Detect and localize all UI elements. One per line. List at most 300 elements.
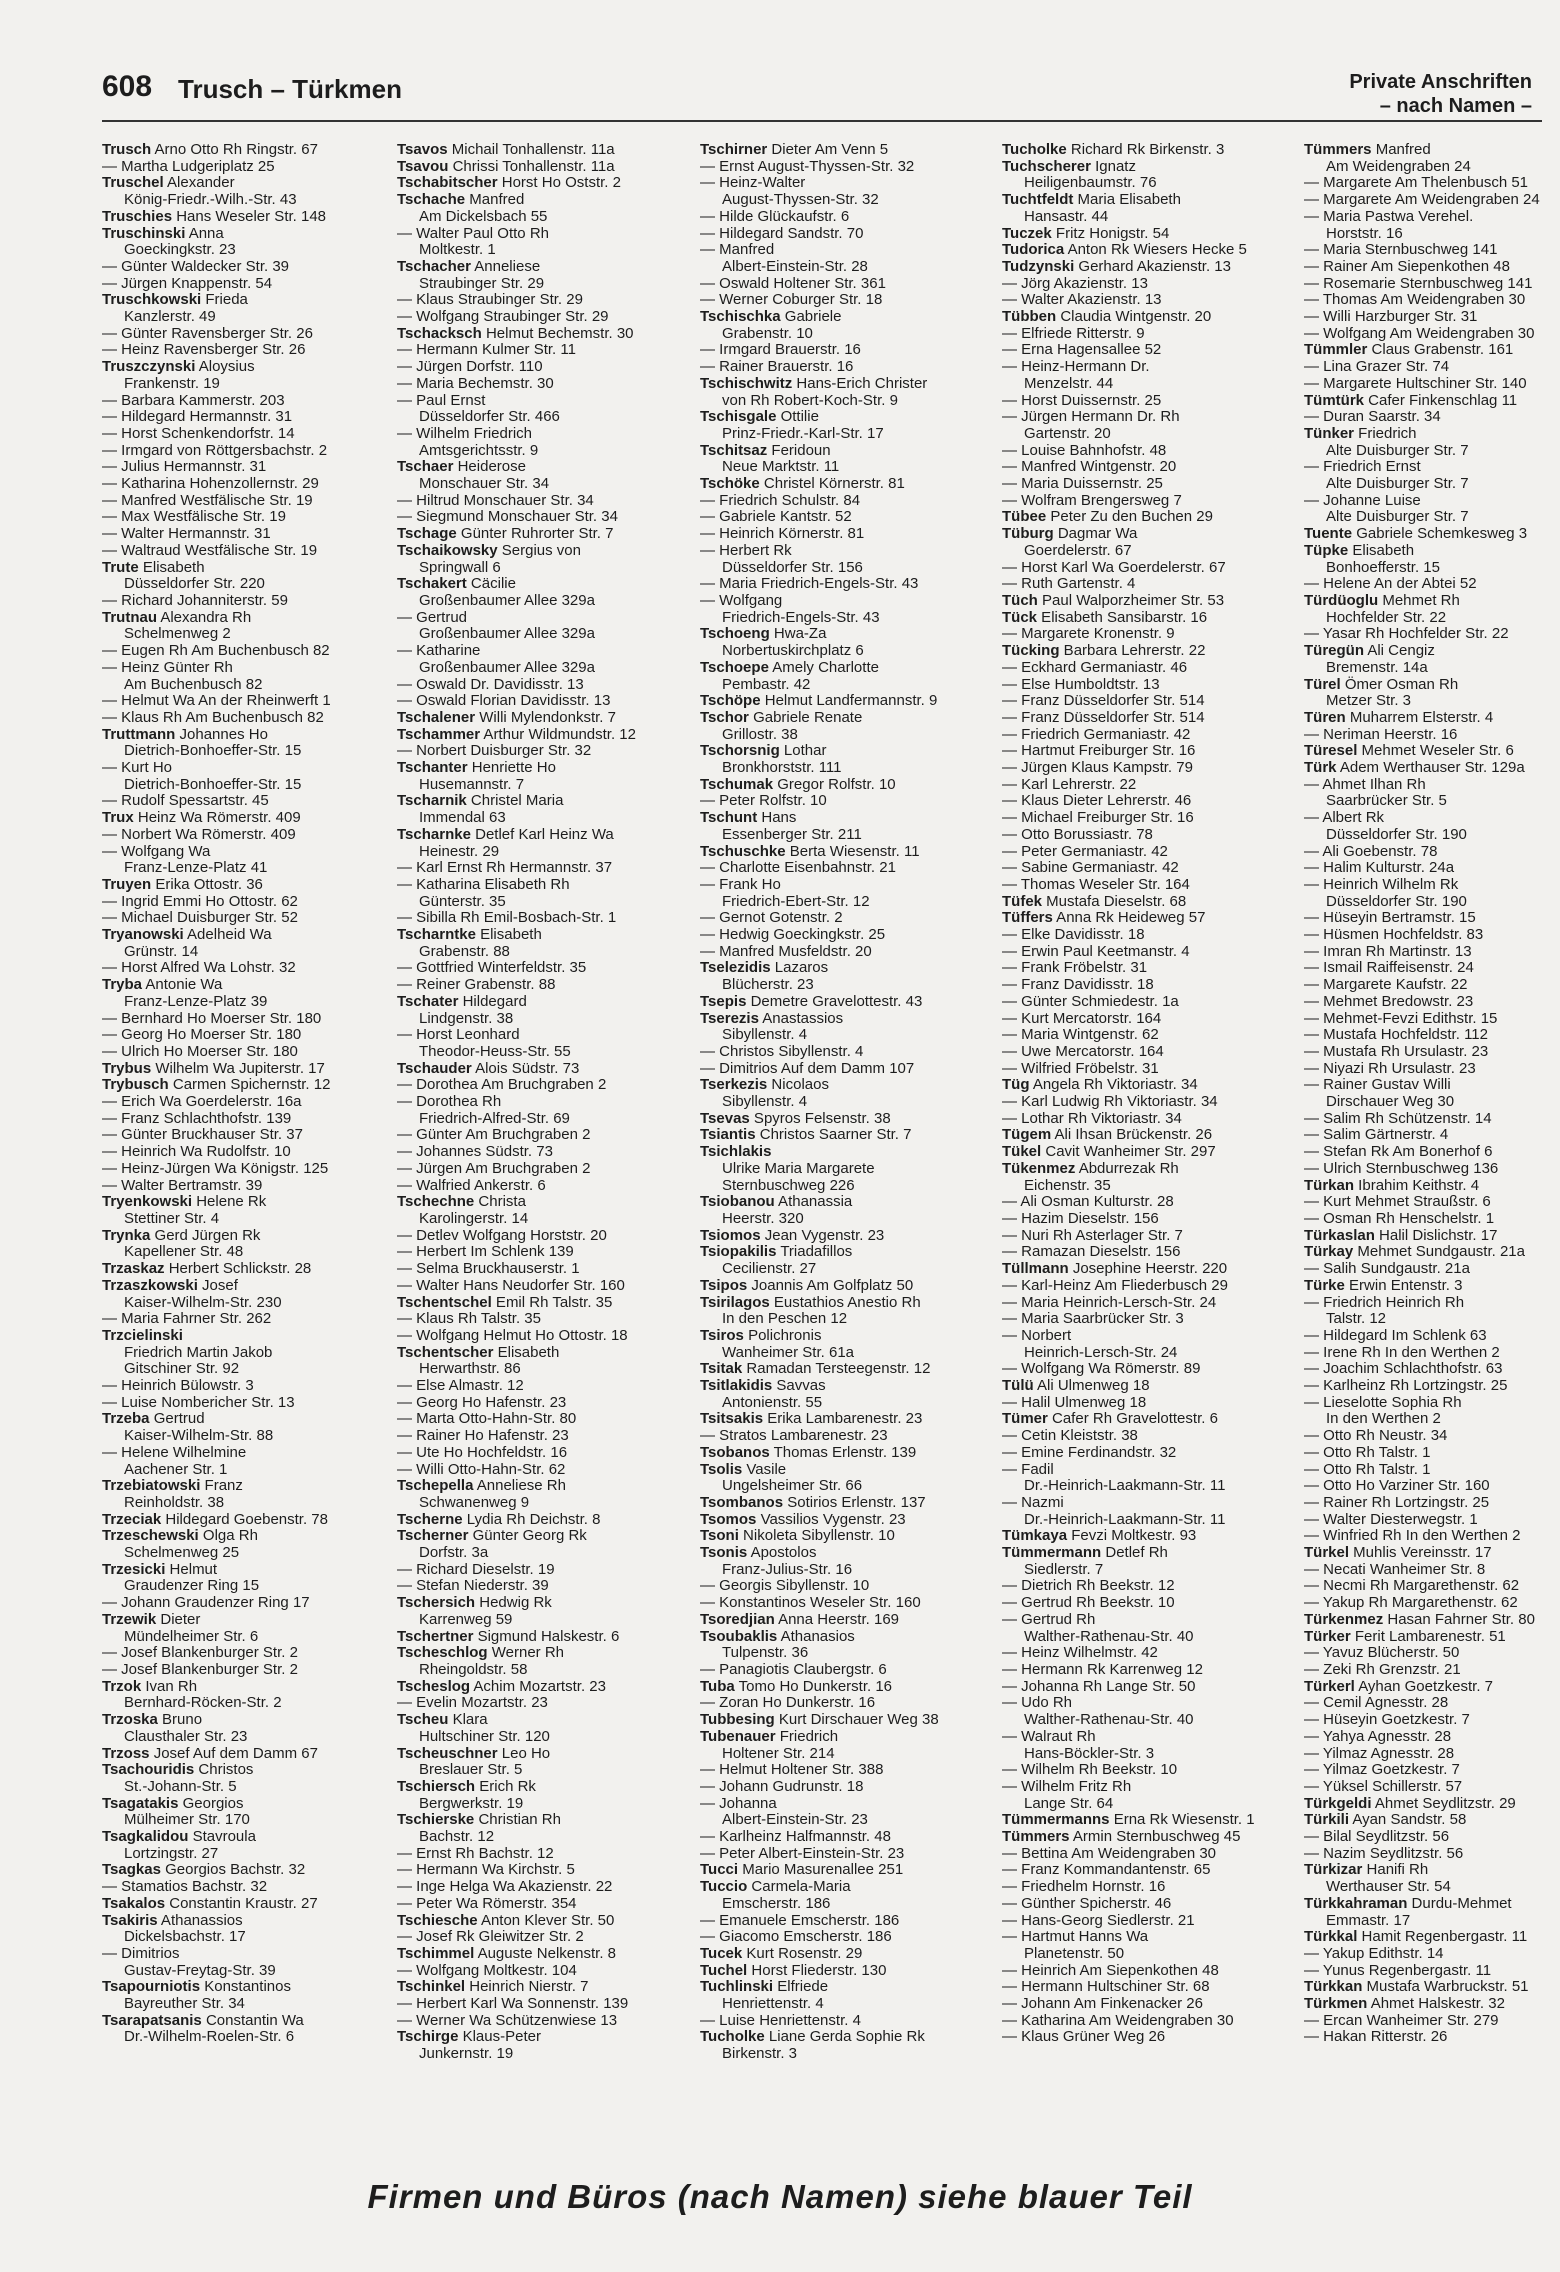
directory-entry: [1002, 777, 1294, 794]
entry-surname: Tuchlinski: [700, 1978, 774, 1996]
directory-entry: [397, 626, 689, 643]
entry-text: Am Dickelsbach 55: [419, 207, 548, 225]
entry-surname: Trzoss: [102, 1744, 150, 1762]
entry-text: Ali Cengiz: [1364, 642, 1435, 660]
directory-entry: [397, 493, 689, 510]
entry-surname: Tscheuschner: [397, 1744, 498, 1762]
entry-surname: Tülü: [1002, 1377, 1034, 1395]
directory-entry: [1002, 1729, 1294, 1746]
entry-surname: Tücking: [1002, 642, 1060, 660]
directory-entry: [397, 509, 689, 526]
entry-text: Planetenstr. 50: [1024, 1944, 1125, 1962]
entry-text: — Necati Wanheimer Str. 8: [1304, 1560, 1486, 1578]
entry-text: — Horst Alfred Wa Lohstr. 32: [102, 959, 296, 977]
entry-text: Erika Ottostr. 36: [151, 875, 263, 893]
directory-entry: [397, 760, 689, 777]
directory-entry: [1002, 877, 1294, 894]
directory-entry: [397, 643, 689, 660]
entry-text: Lortzingstr. 27: [124, 1844, 219, 1862]
directory-entry: [102, 1796, 394, 1813]
directory-entry: [700, 860, 992, 877]
entry-text: — Emanuele Emscherstr. 186: [700, 1911, 900, 1929]
entry-surname: Tück: [1002, 608, 1038, 626]
entry-text: Am Weidengraben 24: [1326, 157, 1471, 175]
entry-text: — Else Almastr. 12: [397, 1377, 524, 1395]
entry-surname: Türkenmez: [1304, 1610, 1384, 1628]
directory-entry: [1304, 1528, 1548, 1545]
directory-entry: [102, 743, 394, 760]
entry-text: Michail Tonhallenstr. 11a: [447, 142, 615, 158]
directory-entry: [102, 1278, 394, 1295]
directory-entry: [1002, 142, 1294, 159]
entry-text: Eichenstr. 35: [1024, 1176, 1111, 1194]
directory-entry: [700, 359, 992, 376]
directory-entry: [397, 1963, 689, 1980]
entry-text: Anneliese Rh: [473, 1477, 566, 1495]
directory-entry: [1002, 1194, 1294, 1211]
section-label: [1349, 70, 1532, 118]
directory-entry: [1002, 643, 1294, 660]
entry-text: — Maria Saarbrücker Str. 3: [1002, 1310, 1184, 1328]
entry-text: — Ercan Wanheimer Str. 279: [1304, 2011, 1499, 2029]
directory-entry: [102, 1762, 394, 1779]
entry-text: — Yüksel Schillerstr. 57: [1304, 1777, 1463, 1795]
entry-surname: Tschache: [397, 191, 466, 209]
directory-entry: [1002, 827, 1294, 844]
entry-text: Manfred: [1371, 142, 1431, 158]
directory-entry: [1304, 994, 1548, 1011]
entry-surname: Tudorica: [1002, 241, 1065, 259]
directory-entry: [397, 860, 689, 877]
entry-text: Schelmenweg 25: [124, 1544, 240, 1562]
directory-entry: [102, 1679, 394, 1696]
column-4: [1002, 142, 1294, 2150]
entry-surname: Tschakert: [397, 575, 467, 593]
entry-text: Berta Wiesenstr. 11: [785, 842, 920, 860]
section-label-line1: Private Anschriften: [1349, 71, 1532, 93]
directory-entry: [1304, 175, 1548, 192]
directory-entry: [1002, 242, 1294, 259]
entry-text: Anton Rk Wiesers Hecke 5: [1064, 241, 1247, 259]
directory-entry: [397, 326, 689, 343]
entry-text: — Klaus Rh Talstr. 35: [397, 1310, 541, 1328]
directory-entry: [700, 1261, 992, 1278]
entry-text: Kurt Rosenstr. 29: [742, 1944, 863, 1962]
entry-surname: Tschechne: [397, 1193, 475, 1211]
entry-text: Gerhard Akazienstr. 13: [1074, 257, 1231, 275]
entry-text: Bronkhorststr. 111: [722, 759, 842, 777]
directory-entry: [1304, 693, 1548, 710]
directory-entry: [397, 910, 689, 927]
directory-entry: [102, 1645, 394, 1662]
directory-entry: [1304, 426, 1548, 443]
entry-text: — Hildegard Sandstr. 70: [700, 224, 864, 242]
entry-text: — Margarete Kronenstr. 9: [1002, 625, 1175, 643]
directory-entry: [1002, 560, 1294, 577]
entry-text: Alexander: [163, 174, 235, 192]
directory-entry: [102, 476, 394, 493]
directory-entry: [700, 910, 992, 927]
entry-text: Metzer Str. 3: [1326, 692, 1412, 710]
entry-text: Heiderose: [453, 458, 526, 476]
directory-entry: [397, 1161, 689, 1178]
directory-entry: [102, 593, 394, 610]
entry-text: — Georg Ho Moerser Str. 180: [102, 1026, 302, 1044]
entry-text: — Hermann Hultschiner Str. 68: [1002, 1978, 1210, 1996]
entry-text: Sotirios Erlenstr. 137: [783, 1493, 926, 1511]
directory-entry: [1304, 1027, 1548, 1044]
directory-entry: [700, 175, 992, 192]
directory-entry: [397, 142, 689, 159]
directory-entry: [700, 259, 992, 276]
directory-entry: [102, 1896, 394, 1913]
entry-text: — Hüsmen Hochfeldstr. 83: [1304, 926, 1484, 944]
entry-surname: Tschöke: [700, 475, 760, 493]
entry-text: — Uwe Mercatorstr. 164: [1002, 1042, 1164, 1060]
entry-text: — Kurt Ho: [102, 759, 173, 777]
entry-text: Albert-Einstein-Str. 28: [722, 257, 868, 275]
entry-text: — Rosemarie Sternbuschweg 141: [1304, 274, 1533, 292]
directory-entry: [397, 576, 689, 593]
directory-entry: [397, 1779, 689, 1796]
directory-entry: [102, 1746, 394, 1763]
entry-text: — Eckhard Germaniastr. 46: [1002, 658, 1188, 676]
entry-text: — Panagiotis Claubergstr. 6: [700, 1660, 887, 1678]
entry-text: Alte Duisburger Str. 7: [1326, 441, 1469, 459]
entry-text: Albert-Einstein-Str. 23: [722, 1811, 868, 1829]
entry-surname: Türkkahraman: [1304, 1894, 1408, 1912]
entry-text: — Luise Henriettenstr. 4: [700, 2011, 861, 2029]
directory-entry: [1304, 593, 1548, 610]
directory-entry: [1002, 1645, 1294, 1662]
entry-text: Bruno: [157, 1711, 203, 1729]
entry-text: — Horst Karl Wa Goerdelerstr. 67: [1002, 558, 1226, 576]
directory-entry: [397, 1979, 689, 1996]
entry-text: — Hartmut Freiburger Str. 16: [1002, 742, 1196, 760]
entry-text: — Walter Diesterwegstr. 1: [1304, 1510, 1478, 1528]
entry-text: — Imran Rh Martinstr. 13: [1304, 942, 1472, 960]
entry-surname: Tschoepe: [700, 658, 769, 676]
directory-entry: [700, 626, 992, 643]
entry-text: — Johann Am Finkenacker 26: [1002, 1995, 1203, 2013]
entry-text: Sternbuschweg 226: [722, 1176, 855, 1194]
entry-text: Mehmet Sundgaustr. 21a: [1353, 1243, 1525, 1261]
entry-text: Großenbaumer Allee 329a: [419, 658, 595, 676]
entry-text: Muharrem Elsterstr. 4: [1345, 708, 1494, 726]
entry-text: Claudia Wintgenstr. 20: [1056, 308, 1212, 326]
entry-text: — Ulrich Sternbuschweg 136: [1304, 1159, 1499, 1177]
entry-surname: Tsakiris: [102, 1911, 158, 1929]
entry-text: — Dorothea Rh: [397, 1093, 502, 1111]
entry-text: Immendal 63: [419, 809, 506, 827]
entry-text: — Maria Bechemstr. 30: [397, 374, 554, 392]
entry-surname: Türkkal: [1304, 1928, 1358, 1946]
entry-text: — Gottfried Winterfeldstr. 35: [397, 959, 587, 977]
directory-entry: [700, 276, 992, 293]
entry-surname: Tschitsaz: [700, 441, 768, 459]
entry-text: von Rh Robert-Koch-Str. 9: [722, 391, 898, 409]
directory-entry: [102, 1178, 394, 1195]
directory-entry: [102, 142, 394, 159]
directory-entry: [700, 693, 992, 710]
directory-entry: [700, 827, 992, 844]
page-header: [102, 70, 1532, 124]
entry-text: — Otto Rh Neustr. 34: [1304, 1427, 1448, 1445]
entry-surname: Tscharnke: [397, 825, 471, 843]
entry-text: Kapellener Str. 48: [124, 1243, 244, 1261]
directory-entry: [1002, 626, 1294, 643]
entry-text: Bachstr. 12: [419, 1828, 495, 1846]
entry-surname: Tucci: [700, 1861, 739, 1879]
entry-text: Junkernstr. 19: [419, 2045, 514, 2063]
directory-entry: [700, 1395, 992, 1412]
entry-text: Jean Vygenstr. 23: [760, 1226, 885, 1244]
directory-entry: [102, 409, 394, 426]
entry-text: — Yunus Regenbergastr. 11: [1304, 1961, 1492, 1979]
entry-text: — Walter Hans Neudorfer Str. 160: [397, 1276, 625, 1294]
entry-text: — Erna Hagensallee 52: [1002, 341, 1162, 359]
directory-entry: [1002, 526, 1294, 543]
directory-entry: [1304, 1996, 1548, 2013]
directory-entry: [1304, 493, 1548, 510]
directory-entry: [102, 693, 394, 710]
directory-entry: [102, 1929, 394, 1946]
directory-entry: [700, 1228, 992, 1245]
directory-entry: [1304, 1295, 1548, 1312]
directory-entry: [102, 326, 394, 343]
directory-entry: [397, 393, 689, 410]
entry-text: — Wilhelm Rh Beekstr. 10: [1002, 1761, 1178, 1779]
entry-surname: Tübee: [1002, 508, 1047, 526]
entry-surname: Tsachouridis: [102, 1761, 195, 1779]
entry-text: Peter Zu den Buchen 29: [1046, 508, 1213, 526]
column-5: [1304, 142, 1548, 2150]
entry-text: — Jürgen Am Bruchgraben 2: [397, 1159, 591, 1177]
entry-text: — Richard Johanniterstr. 59: [102, 591, 288, 609]
entry-text: Franz-Lenze-Platz 39: [124, 992, 268, 1010]
directory-entry: [397, 994, 689, 1011]
entry-text: — Selma Bruckhauserstr. 1: [397, 1260, 580, 1278]
entry-text: Düsseldorfer Str. 220: [124, 575, 265, 593]
directory-entry: [397, 226, 689, 243]
directory-entry: [1304, 1779, 1548, 1796]
entry-text: Aloysius: [195, 358, 255, 376]
entry-surname: Tschierske: [397, 1811, 475, 1829]
entry-surname: Tschersich: [397, 1594, 476, 1612]
entry-surname: Tschuschke: [700, 842, 786, 860]
directory-entry: [1304, 677, 1548, 694]
directory-entry: [397, 175, 689, 192]
directory-entry: [102, 1328, 394, 1345]
directory-entry: [1304, 1445, 1548, 1462]
directory-entry: [397, 1578, 689, 1595]
entry-text: Josef: [197, 1276, 238, 1294]
entry-text: — Winfried Rh In den Werthen 2: [1304, 1527, 1521, 1545]
directory-entry: [1002, 944, 1294, 961]
directory-entry: [1304, 727, 1548, 744]
entry-surname: Tselezidis: [700, 959, 771, 977]
entry-text: Düsseldorfer Str. 466: [419, 408, 560, 426]
entry-text: Elisabeth: [493, 1343, 560, 1361]
entry-text: Arno Otto Rh Ringstr. 67: [151, 142, 318, 158]
entry-surname: Tschentschel: [397, 1293, 492, 1311]
entry-text: Stavroula: [188, 1828, 256, 1846]
directory-entry: [102, 1261, 394, 1278]
entry-text: Günterstr. 35: [419, 892, 506, 910]
directory-entry: [1304, 276, 1548, 293]
entry-text: — Horst Leonhard: [397, 1026, 520, 1044]
entry-surname: Tsomos: [700, 1510, 757, 1528]
entry-text: Hans: [757, 809, 797, 827]
directory-entry: [397, 1612, 689, 1629]
directory-entry: [1002, 1946, 1294, 1963]
directory-entry: [700, 1061, 992, 1078]
entry-text: Goeckingkstr. 23: [124, 241, 236, 259]
directory-entry: [1002, 1178, 1294, 1195]
entry-surname: Tükenmez: [1002, 1159, 1076, 1177]
directory-entry: [1304, 1512, 1548, 1529]
directory-entry: [1002, 493, 1294, 510]
directory-entry: [102, 1879, 394, 1896]
directory-entry: [397, 944, 689, 961]
directory-entry: [700, 1829, 992, 1846]
directory-entry: [102, 175, 394, 192]
directory-entry: [1002, 226, 1294, 243]
entry-text: — Stefan Rk Am Bonerhof 6: [1304, 1143, 1493, 1161]
directory-entry: [397, 610, 689, 627]
directory-entry: [1002, 342, 1294, 359]
directory-entry: [397, 2046, 689, 2063]
entry-surname: Trzaszkowski: [102, 1276, 198, 1294]
directory-entry: [700, 1612, 992, 1629]
directory-entry: [1002, 393, 1294, 410]
directory-entry: [102, 1629, 394, 1646]
directory-entry: [1002, 459, 1294, 476]
directory-entry: [397, 292, 689, 309]
entry-surname: Tscherner: [397, 1527, 469, 1545]
entry-text: — Herbert Karl Wa Sonnenstr. 139: [397, 1995, 629, 2013]
entry-text: Friedrich-Alfred-Str. 69: [419, 1109, 570, 1127]
entry-surname: Türel: [1304, 675, 1341, 693]
entry-text: — Johanna Rh Lange Str. 50: [1002, 1677, 1196, 1695]
directory-entry: [397, 1261, 689, 1278]
entry-text: Polichronis: [743, 1326, 822, 1344]
entry-text: — Evelin Mozartstr. 23: [397, 1694, 548, 1712]
directory-entry: [700, 927, 992, 944]
entry-text: Kanzlerstr. 49: [124, 308, 216, 326]
directory-entry: [397, 242, 689, 259]
entry-text: Anna Heerstr. 169: [774, 1610, 899, 1628]
directory-entry: [102, 760, 394, 777]
directory-entry: [102, 1595, 394, 1612]
entry-text: Ulrike Maria Margarete: [722, 1159, 875, 1177]
entry-text: Hochfelder Str. 22: [1326, 608, 1447, 626]
directory-entry: [700, 810, 992, 827]
directory-entry: [700, 710, 992, 727]
directory-entry: [102, 342, 394, 359]
directory-entry: [102, 1395, 394, 1412]
directory-entry: [1002, 1862, 1294, 1879]
entry-text: — Walter Hermannstr. 31: [102, 525, 271, 543]
directory-entry: [1304, 1378, 1548, 1395]
directory-entry: [397, 2029, 689, 2046]
directory-entry: [1002, 1428, 1294, 1445]
entry-surname: Trzeschewski: [102, 1527, 199, 1545]
directory-entry: [1002, 1011, 1294, 1028]
entry-text: — Kurt Mehmet Straußstr. 6: [1304, 1193, 1491, 1211]
entry-surname: Türkay: [1304, 1243, 1354, 1261]
entry-text: — Katharine: [397, 642, 481, 660]
entry-surname: Tsiantis: [700, 1126, 756, 1144]
entry-text: — Necmi Rh Margarethenstr. 62: [1304, 1577, 1520, 1595]
entry-text: Nikoleta Sibyllenstr. 10: [738, 1527, 895, 1545]
directory-entry: [700, 894, 992, 911]
directory-entry: [1002, 743, 1294, 760]
entry-surname: Tuczek: [1002, 224, 1052, 242]
entry-text: — Hüseyin Bertramstr. 15: [1304, 909, 1476, 927]
directory-entry: [397, 1695, 689, 1712]
directory-entry: [397, 1879, 689, 1896]
entry-surname: Tsobanos: [700, 1443, 770, 1461]
directory-entry: [700, 509, 992, 526]
entry-text: — Wolfram Brengersweg 7: [1002, 491, 1182, 509]
directory-entry: [102, 1729, 394, 1746]
entry-surname: Tscheu: [397, 1711, 449, 1729]
entry-text: Feridoun: [767, 441, 831, 459]
entry-text: Vassilios Vygenstr. 23: [756, 1510, 906, 1528]
entry-text: — Ahmet Ilhan Rh: [1304, 775, 1426, 793]
entry-text: Siedlerstr. 7: [1024, 1560, 1104, 1578]
directory-entry: [1304, 1862, 1548, 1879]
entry-text: — Osman Rh Henschelstr. 1: [1304, 1210, 1495, 1227]
entry-text: — Martha Ludgeriplatz 25: [102, 157, 275, 175]
directory-entry: [397, 1846, 689, 1863]
directory-entry: [1304, 1278, 1548, 1295]
entry-text: Amely Charlotte: [768, 658, 879, 676]
entry-text: Georgios: [178, 1794, 244, 1812]
entry-text: — Albert Rk: [1304, 809, 1385, 827]
directory-entry: [1304, 259, 1548, 276]
directory-entry: [102, 1311, 394, 1328]
entry-surname: Tschammer: [397, 725, 481, 743]
entry-text: — Hüseyin Goetzkestr. 7: [1304, 1711, 1470, 1729]
entry-surname: Tükel: [1002, 1143, 1042, 1161]
directory-entry: [102, 710, 394, 727]
entry-text: Christos Saarner Str. 7: [755, 1126, 912, 1144]
directory-entry: [700, 1027, 992, 1044]
entry-text: — Margarete Am Thelenbusch 51: [1304, 174, 1529, 192]
entry-surname: Tschimmel: [397, 1944, 475, 1962]
directory-entry: [397, 1428, 689, 1445]
directory-entry: [1304, 1846, 1548, 1863]
directory-entry: [1304, 626, 1548, 643]
entry-text: Erika Lambarenestr. 23: [763, 1410, 923, 1428]
directory-entry: [102, 1345, 394, 1362]
entry-surname: Tsarapatsanis: [102, 2011, 202, 2029]
entry-text: Cavit Wanheimer Str. 297: [1041, 1143, 1216, 1161]
entry-text: Heerstr. 320: [722, 1210, 804, 1227]
entry-text: Heinrich-Lersch-Str. 24: [1024, 1343, 1178, 1361]
entry-text: Reinholdstr. 38: [124, 1493, 225, 1511]
entry-text: — Peter Rolfstr. 10: [700, 792, 827, 810]
entry-text: Kaiser-Wilhelm-Str. 88: [124, 1427, 274, 1445]
entry-text: — Peter Germaniastr. 42: [1002, 842, 1168, 860]
directory-entry: [1304, 326, 1548, 343]
page-number: 608: [102, 70, 153, 103]
entry-text: Düsseldorfer Str. 190: [1326, 892, 1467, 910]
entry-text: Walther-Rathenau-Str. 40: [1024, 1627, 1194, 1645]
directory-entry: [102, 1695, 394, 1712]
